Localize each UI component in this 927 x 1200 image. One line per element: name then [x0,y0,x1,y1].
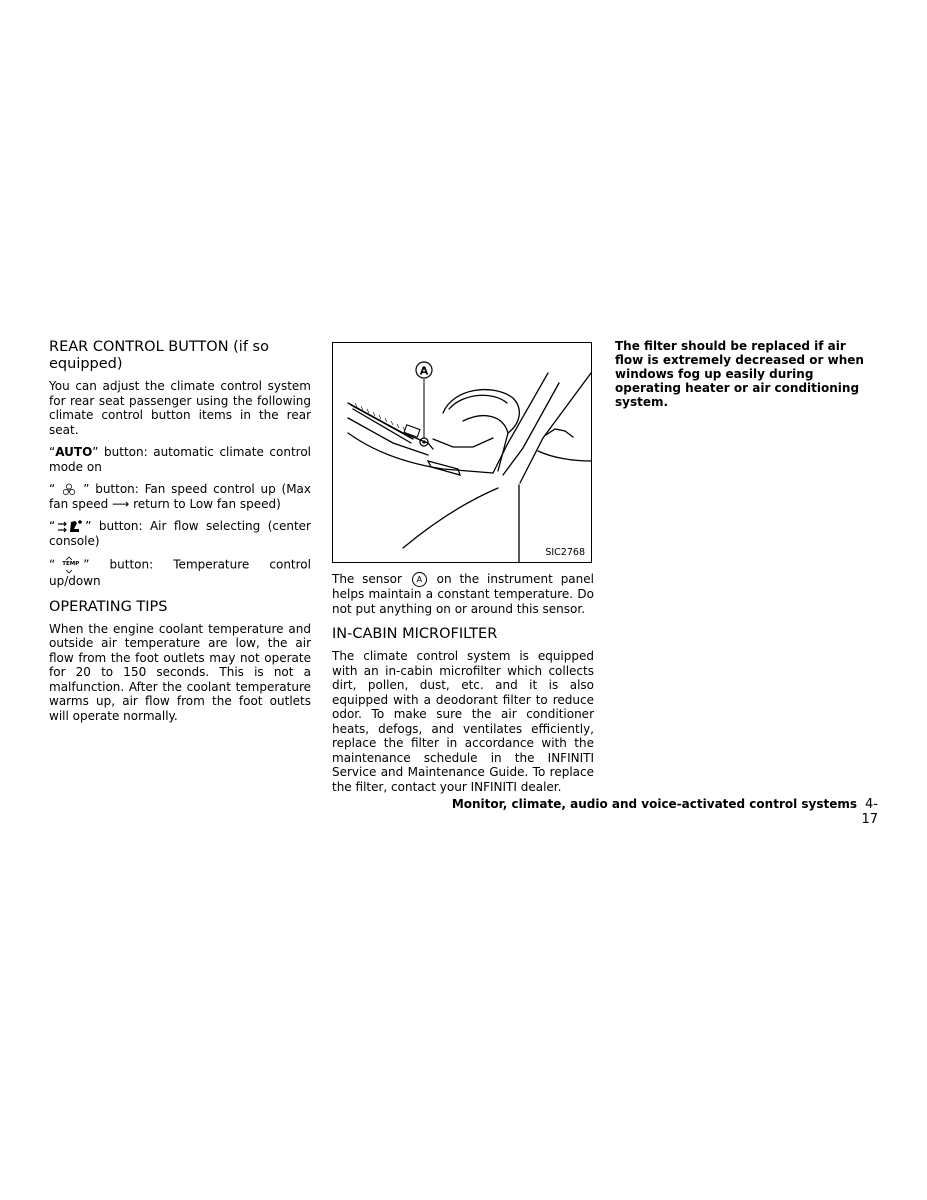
fan-button-desc: “ ” button: Fan speed control up (Max fan speed ⟶ return to Low fan speed) [49,482,311,511]
operating-tips-heading: OPERATING TIPS [49,598,168,615]
airflow-seat-icon [55,520,85,534]
temp-button-desc: “ TEMP ” button: Temperature control up/down [49,557,311,588]
auto-label: AUTO [55,445,93,459]
microfilter-text: The climate control system is equipped with an in-cabin microfilter which collects dirt, pollen, dust, etc. and it is also equipped with a deodorant filter to reduce odor. To make sure the air conditioner heats, defogs, and ventilates efficiently, replace the filter in accordance with the maintenance schedule in the INFINITI Service and Maintenance Guide. To replace the filter, contact your INFINITI dealer. [332,649,594,794]
airflow-button-desc: “ ” button: Air flow selecting (center console) [49,519,311,548]
right-column [615,339,878,409]
rear-control-heading: REAR CONTROL BUTTON (if so equipped) [49,339,269,372]
middle-column [332,339,594,802]
figure-code: SIC2768 [545,547,585,558]
temp-updown-icon: TEMP [55,556,83,574]
fan-icon [55,483,83,497]
left-column [49,339,311,731]
page-footer [440,797,878,827]
auto-button-desc: “AUTO” button: automatic climate control mode on [49,445,311,474]
figure-callout-a: A [419,364,429,378]
filter-replacement-note: The filter should be replaced if air flow is extremely decreased or when windows fog up easily during operating heater or air conditioning system. [615,339,864,409]
page-number: 4-17 [861,797,878,827]
instrument-panel-illustration [333,343,591,562]
operating-tips-text: When the engine coolant temperature and outside air temperature are low, the air flow from the foot outlets may not operate for 20 to 150 seconds. This is not a malfunction. After the coolant temperature warms up, air flow from the foot outlets will operate normally. [49,621,311,723]
microfilter-heading: IN-CABIN MICROFILTER [332,626,498,642]
sensor-callout-a: A [412,572,427,587]
sensor-figure [332,342,592,563]
rear-control-intro: You can adjust the climate control system for rear seat passenger using the following climate control button items in the rear seat. [49,379,311,437]
sensor-text: The sensor A on the instrument panel helps maintain a constant temperature. Do not put anything on or around this sensor. [332,572,594,616]
footer-section-title: Monitor, climate, audio and voice-activated control systems [451,797,858,811]
